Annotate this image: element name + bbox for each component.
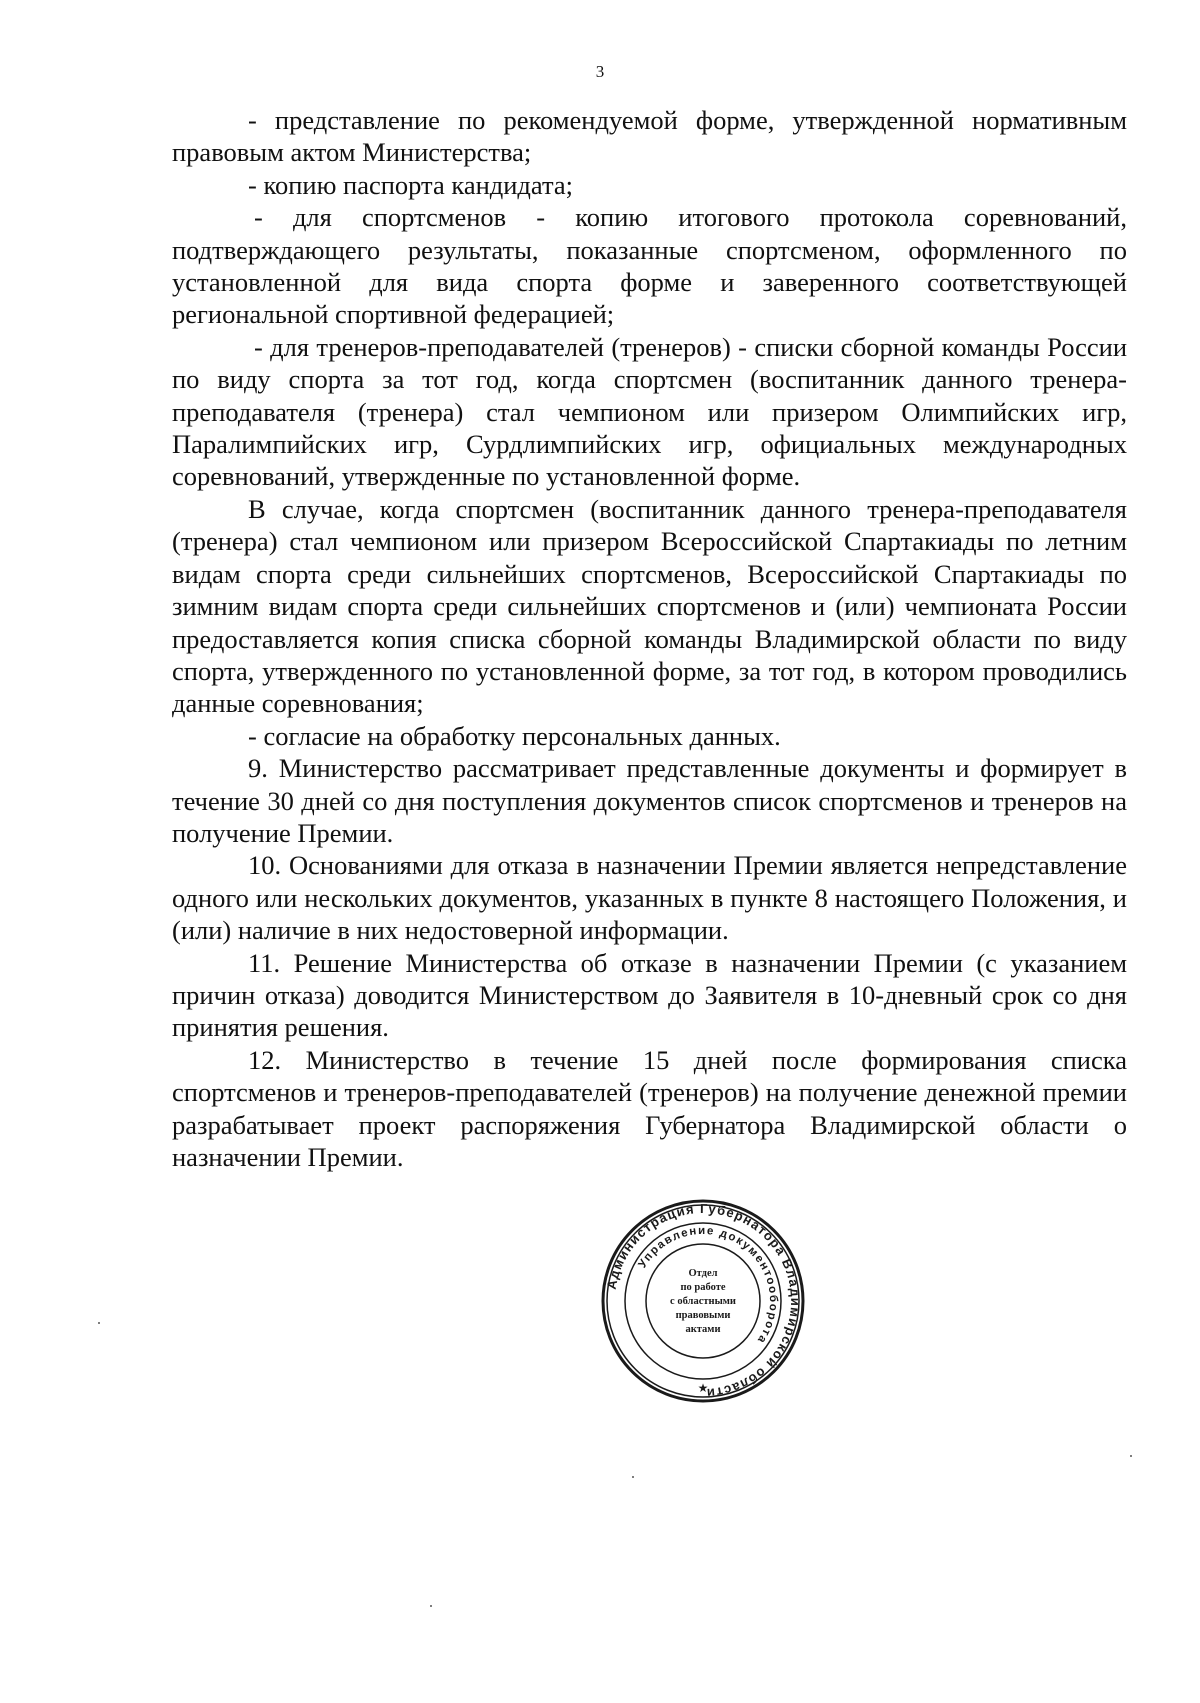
- stamp-center-line: Отдел: [688, 1268, 718, 1279]
- star-icon: ★: [697, 1381, 709, 1395]
- scan-speck: [430, 1605, 432, 1607]
- page-number: 3: [595, 62, 605, 81]
- clause-11: 11. Решение Министерства об отказе в назначении Премии (с указанием причин отказа) доводится Министерством до Заявителя в 10-дневный срок со дня принятия решения.: [172, 947, 1127, 1043]
- stamp-center-line: правовыми: [675, 1310, 731, 1321]
- list-item: - представление по рекомендуемой форме, утвержденной нормативным правовым актом Министерства;: [172, 105, 1127, 168]
- clause-12: 12. Министерство в течение 15 дней после формирования списка спортсменов и тренеров-преподавателей (тренеров) на получение денежной премии разрабатывает проект распоряжения Губернатора Владимирской области о назначении Премии.: [172, 1044, 1127, 1172]
- clause-10: 10. Основаниями для отказа в назначении Премии является непредставление одного или нескольких документов, указанных в пункте 8 настоящего Положения, и (или) наличие в них недостоверной информации.: [172, 850, 1127, 946]
- scan-speck: [1130, 1455, 1132, 1457]
- paragraph: В случае, когда спортсмен (воспитанник данного тренера-преподавателя (тренера) стал чемпионом или призером Всероссийской Спартакиады по летним видам спорта среди сильнейших спортсменов, Всероссийской Спартакиады по зимним видам спорта среди сильнейших спортсменов и (или) чемпионата России предоставляется копия списка сборной команды Владимирской области по виду спорта, утвержденного по установленной форме, за тот год, в котором проводились данные соревнования;: [172, 493, 1127, 719]
- official-stamp: [600, 1198, 806, 1404]
- document-body: [172, 104, 1127, 1173]
- list-item: - согласие на обработку персональных данных.: [248, 720, 781, 751]
- list-item: - для спортсменов - копию итогового протокола соревнований, подтверждающего результаты, показанные спортсменом, оформленного по установленной для вида спорта форме и заверенного соответствующей региональной спортивной федерацией;: [172, 202, 1127, 330]
- stamp-center-line: актами: [685, 1324, 721, 1335]
- stamp-inner-text: Управление документооборота: [636, 1224, 780, 1347]
- stamp-center-line: с областными: [670, 1296, 736, 1307]
- stamp-center-line: по работе: [680, 1282, 726, 1293]
- scan-speck: [98, 1322, 100, 1324]
- stamp-outer-text: Администрация Губернатора Владимирской области: [603, 1200, 804, 1402]
- list-item: - копию паспорта кандидата;: [248, 169, 574, 200]
- clause-9: 9. Министерство рассматривает представленные документы и формирует в течение 30 дней со дня поступления документов список спортсменов и тренеров на получение Премии.: [172, 753, 1127, 848]
- scan-speck: [632, 1476, 634, 1478]
- list-item: - для тренеров-преподавателей (тренеров) - списки сборной команды России по виду спорта за тот год, когда спортсмен (воспитанник данного тренера-преподавателя (тренера) стал чемпионом или призером Олимпийских игр, Паралимпийских игр, Сурдлимпийских игр, официальных международных соревнований, утвержденные по установленной форме.: [172, 331, 1127, 492]
